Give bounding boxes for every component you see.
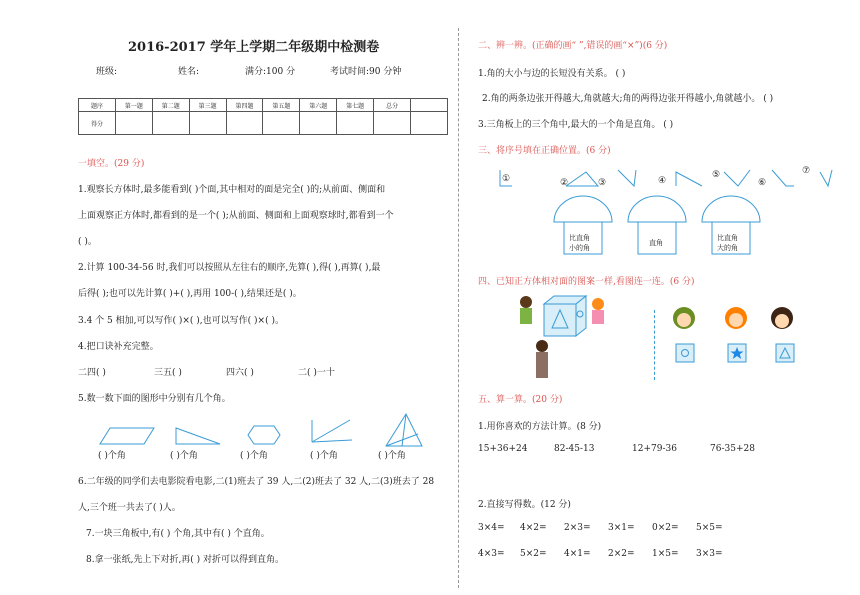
section-1-heading: 一填空。(29 分) [78, 159, 145, 169]
class-label: 班级: [96, 67, 118, 77]
section-3-heading: 三、将序号填在正确位置。(6 分) [478, 146, 611, 156]
q5: 5.数一数下面的图形中分别有几个角。 [78, 394, 231, 404]
calc-item: 76-35+28 [710, 444, 755, 454]
direct-item: 3×3= [696, 549, 723, 559]
shape-angle-answer[interactable]: ( )个角 [310, 451, 338, 461]
page-title: 2016-2017 学年上学期二年级期中检测卷 [128, 40, 380, 55]
divider-dashed [654, 310, 655, 380]
q1-line-c: ( )。 [78, 237, 97, 247]
score-cell[interactable] [300, 112, 337, 135]
q4-item: 三五( ) [154, 368, 182, 378]
q3: 3.4 个 5 相加,可以写作( )×( ),也可以写作( )×( )。 [78, 316, 284, 326]
q4-item: 二( )一十 [298, 368, 335, 378]
shape-angle-answer[interactable]: ( )个角 [240, 451, 268, 461]
pattern-squares [676, 344, 800, 364]
hexagon-shape [246, 424, 282, 446]
score-header: 总分 [374, 99, 411, 112]
direct-item: 1×5= [652, 549, 679, 559]
section-5-heading: 五、算一算。(20 分) [478, 395, 563, 405]
judge-3: 3.三角板上的三个角中,最大的一个角是直角。 ( ) [478, 120, 674, 130]
children-faces [672, 304, 802, 334]
calc-item: 82-45-13 [554, 444, 595, 454]
direct-item: 4×1= [564, 549, 591, 559]
score-table [78, 98, 448, 135]
q6-line-b: 人,三个班一共去了( )人。 [78, 503, 181, 513]
direct-item: 3×1= [608, 523, 635, 533]
score-header: 题序 [79, 99, 116, 112]
q8: 8.拿一张纸,先上下对折,再( ) 对折可以得到直角。 [86, 555, 285, 565]
q4: 4.把口诀补充完整。 [78, 342, 159, 352]
score-row-label: 得分 [79, 112, 116, 135]
q4-item: 二四( ) [78, 368, 106, 378]
shape-angle-answer[interactable]: ( )个角 [170, 451, 198, 461]
q6-line-a: 6.二年级的同学们去电影院看电影,二(1)班去了 39 人,二(2)班去了 32 人,二(3)班去了 28 [78, 477, 435, 487]
section-4-heading: 四、已知正方体相对面的图案一样,看图连一连。(6 分) [478, 277, 695, 287]
q2-line-b: 后得( );也可以先计算( )+( ),再用 100-( ),结果还是( )。 [78, 289, 302, 299]
cube-with-children-illustration [504, 294, 614, 380]
angle-number: ⑤ [712, 170, 721, 180]
angle-number: ① [502, 174, 511, 184]
shape-angle-answer[interactable]: ( )个角 [98, 451, 126, 461]
calc-item: 15+36+24 [478, 444, 528, 454]
score-header: 第二题 [152, 99, 189, 112]
mushroom-label: 比直角 大的角 [717, 234, 738, 252]
judge-2: 2.角的两条边张开得越大,角就越大;角的两得边张开得越小,角就越小。 ( ) [482, 94, 774, 104]
score-cell[interactable] [263, 112, 300, 135]
section-2-heading: 二、辨一辨。(正确的画“ ”,错误的画“×”)(6 分) [478, 41, 668, 51]
score-cell[interactable] [374, 112, 411, 135]
calc-title: 1.用你喜欢的方法计算。(8 分) [478, 422, 602, 432]
q2-line-a: 2.计算 100-34-56 时,我们可以按照从左往右的顺序,先算( ),得( ),再算( ),最 [78, 263, 381, 273]
q1-line-a: 1.观察长方体时,最多能看到( )个面,其中相对的面是完全( )的;从前面、侧面和 [78, 185, 386, 195]
score-header: 第三题 [189, 99, 226, 112]
angle-number: ⑦ [802, 166, 811, 176]
judge-1: 1.角的大小与边的长短没有关系。 ( ) [478, 69, 626, 79]
direct-item: 2×3= [564, 523, 591, 533]
score-cell[interactable] [152, 112, 189, 135]
angle-number: ④ [658, 176, 667, 186]
score-cell[interactable] [189, 112, 226, 135]
exam-time-label: 考试时间:90 分钟 [330, 67, 402, 77]
right-triangle-shape [174, 426, 224, 446]
parallelogram-shape [100, 426, 156, 446]
left-column [78, 0, 448, 595]
score-header: 第四题 [226, 99, 263, 112]
score-header: 第七题 [337, 99, 374, 112]
score-header: 第六题 [300, 99, 337, 112]
direct-item: 0×2= [652, 523, 679, 533]
score-header: 第一题 [115, 99, 152, 112]
direct-item: 4×2= [520, 523, 547, 533]
direct-item: 5×2= [520, 549, 547, 559]
score-cell[interactable] [337, 112, 374, 135]
direct-item: 2×2= [608, 549, 635, 559]
score-cell[interactable] [226, 112, 263, 135]
angles-row [498, 168, 838, 190]
direct-item: 4×3= [478, 549, 505, 559]
q1-line-b: 上面观察正方体时,都看到的是一个( );从前面、侧面和上面观察球时,都看到一个 [78, 211, 394, 221]
score-cell[interactable] [115, 112, 152, 135]
calc-item: 12+79-36 [632, 444, 677, 454]
mushroom-label: 直角 [649, 239, 663, 247]
fold-divider [458, 28, 459, 588]
direct-item: 3×4= [478, 523, 505, 533]
fan-triangles-shape [382, 412, 426, 448]
angle-lines-shape [310, 416, 354, 446]
shape-angle-answer[interactable]: ( )个角 [378, 451, 406, 461]
angle-number: ⑥ [758, 178, 767, 188]
direct-title: 2.直接写得数。(12 分) [478, 500, 571, 510]
full-score-label: 满分:100 分 [245, 67, 296, 77]
right-column [478, 0, 848, 595]
q7: 7.一块三角板中,有( ) 个角,其中有( ) 个直角。 [86, 529, 270, 539]
score-header: 第五题 [263, 99, 300, 112]
score-header-blank [411, 99, 448, 112]
direct-item: 5×5= [696, 523, 723, 533]
q4-item: 四六( ) [226, 368, 254, 378]
name-label: 姓名: [178, 67, 200, 77]
mushroom-label: 比直角 小的角 [569, 234, 590, 252]
angle-number: ③ [598, 178, 607, 188]
score-cell[interactable] [411, 112, 448, 135]
angle-number: ② [560, 178, 569, 188]
